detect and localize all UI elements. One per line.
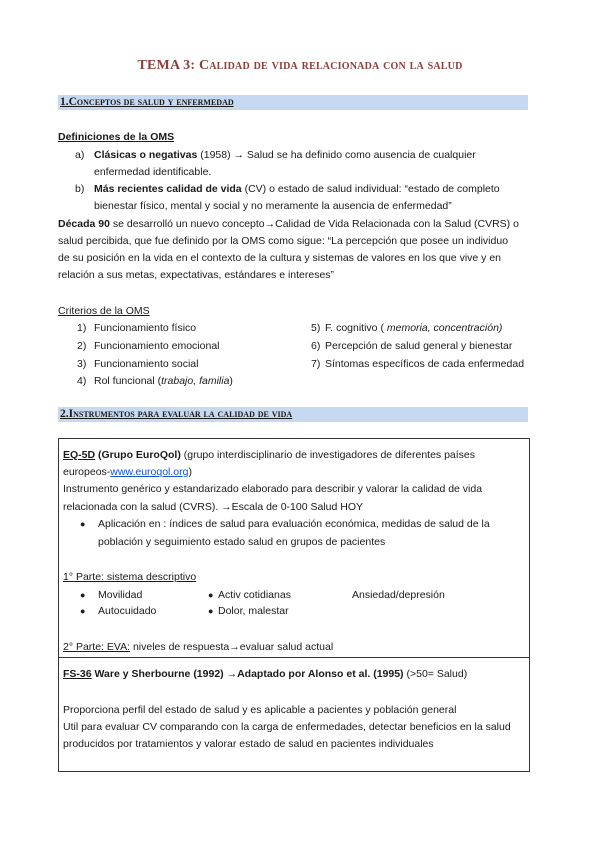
decada-line-2: salud percibida, que fue definido por la OMS como sigue: “La percepción que posee un individuo [58,235,509,247]
bullet-icon: ● [208,606,214,616]
criterio-7-text: Síntomas específicos de cada enfermedad [325,358,525,370]
criterios-heading: Criterios de la OMS [58,305,150,317]
eq5d-rest: (grupo interdisciplinario de investigadores de diferentes países [180,449,476,461]
eq5d-item-autocuidado: Autocuidado [98,605,157,617]
item-b-bold: Más recientes calidad de vida [94,183,242,195]
decada-line-3: de su posición en la vida en el contexto de la cultura y sistemas de valores en los que vive y en [58,252,502,264]
item-a-line-1 [94,148,476,162]
eq5d-parte-1: 1° Parte: sistema descriptivo [63,571,197,583]
item-a-line-2: enfermedad identificable. [94,166,212,178]
euroqol-link[interactable]: www.euroqol.org [110,466,189,478]
item-a-marker: a) [75,149,85,161]
eq5d-name: EQ-5D [63,449,96,461]
eq5d-line-3: Instrumento genérico y estandarizado elaborado para describir y valorar la calidad de vida [63,483,483,495]
decada-rest: se desarrolló un nuevo concepto→Calidad de Vida Relacionada con la Salud (CVRS) o [109,218,519,230]
criterio-4-line [94,374,233,388]
item-a-bold: Clásicas o negativas [94,149,198,161]
eq5d-bullet-line-1: Aplicación en : índices de salud para evaluación económica, medidas de salud de la [98,518,490,530]
criterio-4-end: ) [229,375,233,387]
eq5d-line-2-pre: europeos- [63,466,111,478]
fs36-bold-rest: Ware y Sherbourne (1992) →Adaptado por Alonso et al. (1995) [91,668,404,680]
item-a-rest: (1958) → Salud se ha definido como ausencia de cualquier [197,149,476,161]
eq5d-item-movilidad: Movilidad [98,589,143,601]
eq5d-line-4: relacionada con la salud (CVRS). →Escala de 0-100 Salud HOY [63,501,363,513]
section-2-heading: 2.Instrumentos para evaluar la calidad de vida [60,408,293,420]
criterio-3-text: Funcionamiento social [94,358,199,370]
fs36-line-2: Proporciona perfil del estado de salud y es aplicable a pacientes y población general [63,704,457,716]
criterio-4-italic: trabajo, familia [161,375,230,387]
eq5d-parte-2 [63,640,333,654]
definiciones-heading: Definiciones de la OMS [58,131,175,143]
bullet-icon: ● [80,590,86,600]
criterio-6-num: 6) [311,340,321,352]
eq5d-bullet-line-2: población y seguimiento estado salud en grupos de pacientes [98,536,386,548]
criterio-3-num: 3) [77,358,87,370]
item-b-marker: b) [75,183,85,195]
criterio-4-num: 4) [77,375,87,387]
criterio-4-text: Rol funcional ( [94,375,162,387]
criterio-7-num: 7) [311,358,321,370]
criterio-2-text: Funcionamiento emocional [94,340,220,352]
decada-line-1 [58,217,519,231]
section-1-heading: 1.Conceptos de salud y enfermedad [60,96,234,108]
eq5d-line-2-post: ) [188,466,192,478]
eq5d-item-activ: Activ cotidianas [218,589,291,601]
criterio-5-line [325,321,502,335]
eq5d-parte-2-rest: niveles de respuesta→evaluar salud actual [130,641,334,653]
eq5d-item-ansiedad: Ansiedad/depresión [352,589,445,601]
bullet-icon: ● [80,606,86,616]
fs36-rest: (>50= Salud) [403,668,468,680]
decada-line-4: relación a sus metas, expectativas, estándares e intereses” [58,269,335,281]
item-b-rest: (CV) o estado de salud individual: “estado de completo [241,183,500,195]
eq5d-line-2 [63,465,192,479]
fs36-line-1 [63,667,467,681]
eq5d-parte-2-label: 2° Parte: EVA: [63,641,131,653]
item-b-line-2: bienestar físico, mental y social y no meramente la ausencia de enfermedad” [94,200,452,212]
fs36-name: FS-36 [63,668,92,680]
section-2-heading-bar [58,407,528,422]
criterio-1-text: Funcionamiento físico [94,322,197,334]
bullet-icon: ● [208,590,214,600]
page-title: TEMA 3: Calidad de vida relacionada con la salud [137,58,463,73]
criterio-1-num: 1) [77,322,87,334]
item-b-line-1 [94,182,500,196]
eq5d-bold-rest: (Grupo EuroQol) [95,449,181,461]
criterio-5-num: 5) [311,322,321,334]
criterio-5-text: F. cognitivo ( [325,322,387,334]
criterio-6-text: Percepción de salud general y bienestar [325,340,513,352]
decada-bold: Década 90 [58,218,110,230]
bullet-icon: ● [80,519,86,529]
criterio-5-italic: memoria, concentración) [386,322,503,334]
fs36-line-3: Util para evaluar CV comparando con la carga de enfermedades, detectar beneficios en la salud [63,721,511,733]
fs36-line-4: producidos por tratamientos y valorar estado de salud en pacientes individuales [63,738,434,750]
criterio-2-num: 2) [77,340,87,352]
eq5d-line-1 [63,448,475,462]
eq5d-item-dolor: Dolor, malestar [218,605,289,617]
section-1-heading-bar [58,95,528,110]
